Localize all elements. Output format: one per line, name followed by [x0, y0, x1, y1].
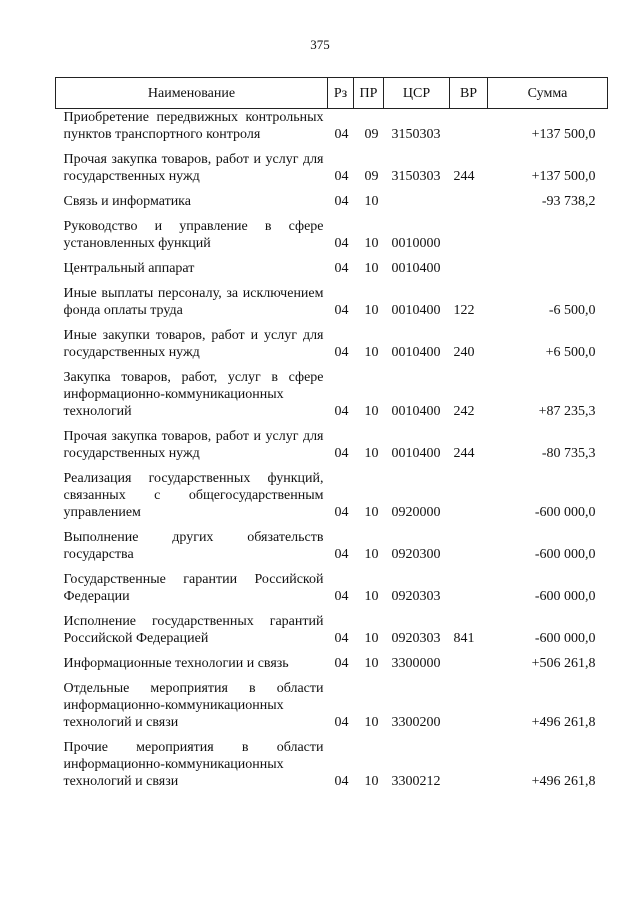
table-row: [56, 462, 608, 521]
row-pr: 10: [364, 715, 379, 730]
row-rz: 04: [334, 345, 349, 360]
row-vr: 240: [453, 345, 475, 360]
row-rz: 04: [334, 194, 349, 209]
row-vr: 122: [453, 303, 475, 318]
row-csr: 3150303: [391, 127, 441, 142]
table-row: [56, 109, 608, 144]
row-rz: 04: [334, 631, 349, 646]
row-csr: 3300000: [391, 656, 441, 671]
row-vr: [450, 731, 488, 790]
row-pr: 10: [364, 547, 379, 562]
header-pr: ПР: [354, 78, 384, 109]
row-csr: 0010400: [391, 261, 441, 276]
row-vr: [450, 185, 488, 210]
row-vr: 244: [453, 446, 475, 461]
budget-table: [55, 77, 608, 790]
table-header-row: [56, 78, 608, 109]
table-row: [56, 319, 608, 361]
row-sum: +496 261,8: [531, 774, 596, 789]
row-pr: 09: [364, 127, 379, 142]
table-row: [56, 605, 608, 647]
row-pr: 10: [364, 656, 379, 671]
row-vr: [450, 109, 488, 144]
row-name: Отдельные мероприятия в области информационно-коммуникационных технологий и связи: [63, 681, 324, 730]
row-pr: 09: [364, 169, 379, 184]
row-rz: 04: [334, 169, 349, 184]
row-rz: 04: [334, 774, 349, 789]
table-row: [56, 672, 608, 731]
row-csr: 0010400: [391, 404, 441, 419]
row-name: Приобретение передвижных контрольных пунктов транспортного контроля: [63, 110, 324, 142]
row-sum: -600 000,0: [534, 589, 596, 604]
row-name: Государственные гарантии Российской Федерации: [63, 572, 324, 604]
row-name: Закупка товаров, работ, услуг в сфере информационно-коммуникационных технологий: [63, 370, 324, 419]
header-csr: ЦСР: [384, 78, 450, 109]
row-sum: +137 500,0: [531, 169, 596, 184]
row-sum: +6 500,0: [545, 345, 596, 360]
row-vr: [450, 252, 488, 277]
row-sum: -6 500,0: [548, 303, 596, 318]
row-csr: 3300200: [391, 715, 441, 730]
table-row: [56, 277, 608, 319]
row-rz: 04: [334, 589, 349, 604]
row-sum: -93 738,2: [541, 194, 596, 209]
row-csr: 0010400: [391, 303, 441, 318]
table-row: [56, 143, 608, 185]
row-csr: 0920303: [391, 589, 441, 604]
row-sum: [488, 252, 608, 277]
row-vr: [450, 563, 488, 605]
row-pr: 10: [364, 236, 379, 251]
row-name: Прочая закупка товаров, работ и услуг для государственных нужд: [63, 152, 324, 184]
row-pr: 10: [364, 345, 379, 360]
row-rz: 04: [334, 236, 349, 251]
row-vr: 841: [453, 631, 475, 646]
row-name: Связь и информатика: [63, 194, 191, 209]
row-rz: 04: [334, 127, 349, 142]
row-csr: 0920303: [391, 631, 441, 646]
row-sum: -600 000,0: [534, 631, 596, 646]
row-sum: -600 000,0: [534, 505, 596, 520]
row-pr: 10: [364, 404, 379, 419]
row-sum: -80 735,3: [541, 446, 596, 461]
row-name: Центральный аппарат: [63, 261, 195, 276]
row-name: Выполнение других обязательств государства: [63, 530, 324, 562]
row-vr: 244: [453, 169, 475, 184]
row-vr: [450, 672, 488, 731]
row-pr: 10: [364, 261, 379, 276]
row-pr: 10: [364, 631, 379, 646]
row-sum: -600 000,0: [534, 547, 596, 562]
row-sum: +506 261,8: [531, 656, 596, 671]
row-pr: 10: [364, 505, 379, 520]
row-pr: 10: [364, 774, 379, 789]
row-name: Прочие мероприятия в области информационно-коммуникационных технологий и связи: [63, 740, 324, 789]
row-name: Руководство и управление в сфере установленных функций: [63, 219, 324, 251]
table-row: [56, 252, 608, 277]
row-pr: 10: [364, 589, 379, 604]
row-sum: +87 235,3: [538, 404, 596, 419]
table-row: [56, 521, 608, 563]
row-vr: [450, 210, 488, 252]
table-row: [56, 563, 608, 605]
row-csr: 0920300: [391, 547, 441, 562]
row-rz: 04: [334, 715, 349, 730]
row-sum: [488, 210, 608, 252]
header-sum: Сумма: [488, 78, 608, 109]
row-csr: 3150303: [391, 169, 441, 184]
row-vr: [450, 462, 488, 521]
row-pr: 10: [364, 303, 379, 318]
row-rz: 04: [334, 656, 349, 671]
row-csr: [384, 185, 450, 210]
table-row: [56, 185, 608, 210]
row-rz: 04: [334, 446, 349, 461]
row-rz: 04: [334, 505, 349, 520]
row-csr: 0010400: [391, 446, 441, 461]
row-vr: 242: [453, 404, 475, 419]
row-name: Иные закупки товаров, работ и услуг для государственных нужд: [63, 328, 324, 360]
row-sum: +496 261,8: [531, 715, 596, 730]
row-name: Иные выплаты персоналу, за исключением фонда оплаты труда: [63, 286, 324, 318]
table-row: [56, 731, 608, 790]
row-rz: 04: [334, 547, 349, 562]
row-pr: 10: [364, 194, 379, 209]
table-row: [56, 647, 608, 672]
header-vr: ВР: [450, 78, 488, 109]
row-rz: 04: [334, 303, 349, 318]
page-number: 375: [310, 37, 330, 52]
table-body: [56, 109, 608, 791]
table-row: [56, 210, 608, 252]
row-name: Информационные технологии и связь: [63, 656, 289, 671]
row-csr: 0010000: [391, 236, 441, 251]
row-csr: 0920000: [391, 505, 441, 520]
row-name: Исполнение государственных гарантий Российской Федерацией: [63, 614, 324, 646]
row-vr: [450, 521, 488, 563]
row-name: Прочая закупка товаров, работ и услуг для государственных нужд: [63, 429, 324, 461]
row-csr: 0010400: [391, 345, 441, 360]
header-name: Наименование: [56, 78, 328, 109]
table-row: [56, 361, 608, 420]
header-rz: Рз: [328, 78, 354, 109]
row-vr: [450, 647, 488, 672]
budget-table-container: [55, 77, 607, 790]
row-rz: 04: [334, 261, 349, 276]
table-row: [56, 420, 608, 462]
row-pr: 10: [364, 446, 379, 461]
row-name: Реализация государственных функций, связанных с общегосударственным управлением: [63, 471, 324, 520]
row-sum: +137 500,0: [531, 127, 596, 142]
row-csr: 3300212: [391, 774, 441, 789]
row-rz: 04: [334, 404, 349, 419]
